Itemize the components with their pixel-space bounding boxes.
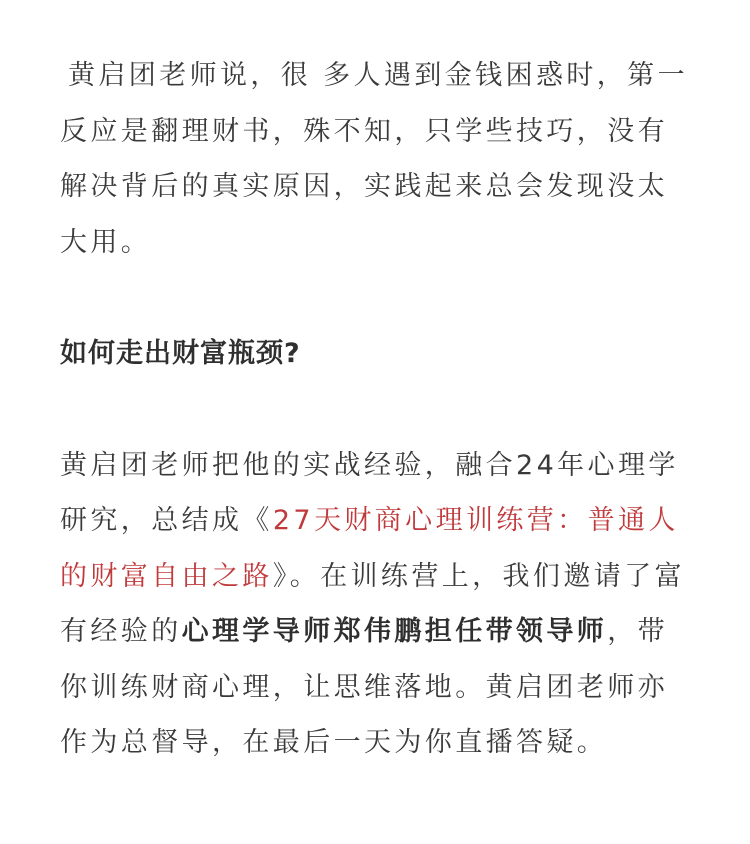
close-quote-mark: 》 — [272, 560, 290, 592]
course-title-highlight: 27天财商心理训练营：普通人的财富自由之路 — [60, 505, 679, 592]
article-body — [60, 48, 690, 771]
course-paragraph — [60, 438, 690, 771]
intro-paragraph: 黄启团老师说，很 多人遇到金钱困惑时，第一反应是翻理财书，殊不知，只学些技巧，没有解决背后的真实原因，实践起来总会发现没太大用。 — [60, 60, 688, 258]
open-quote-mark: 《 — [242, 505, 273, 536]
closing-text: ，带你训练财商心理，让思维落地。黄启团老师亦作为总督导，在最后一天为你直播答疑。 — [60, 616, 669, 758]
mentor-highlight: 心理学导师郑伟鹏担任带领导师 — [181, 616, 608, 647]
section-heading: 如何走出财富瓶颈? — [60, 338, 301, 369]
paragraph-spacer — [60, 270, 690, 326]
invitation-text: 。在训练营上，我们邀请了富有经验的 — [60, 560, 685, 647]
paragraph-spacer — [60, 382, 690, 438]
course-intro-text: 黄启团老师把他的实战经验，融合24年心理学研究，总结成 — [60, 449, 679, 536]
